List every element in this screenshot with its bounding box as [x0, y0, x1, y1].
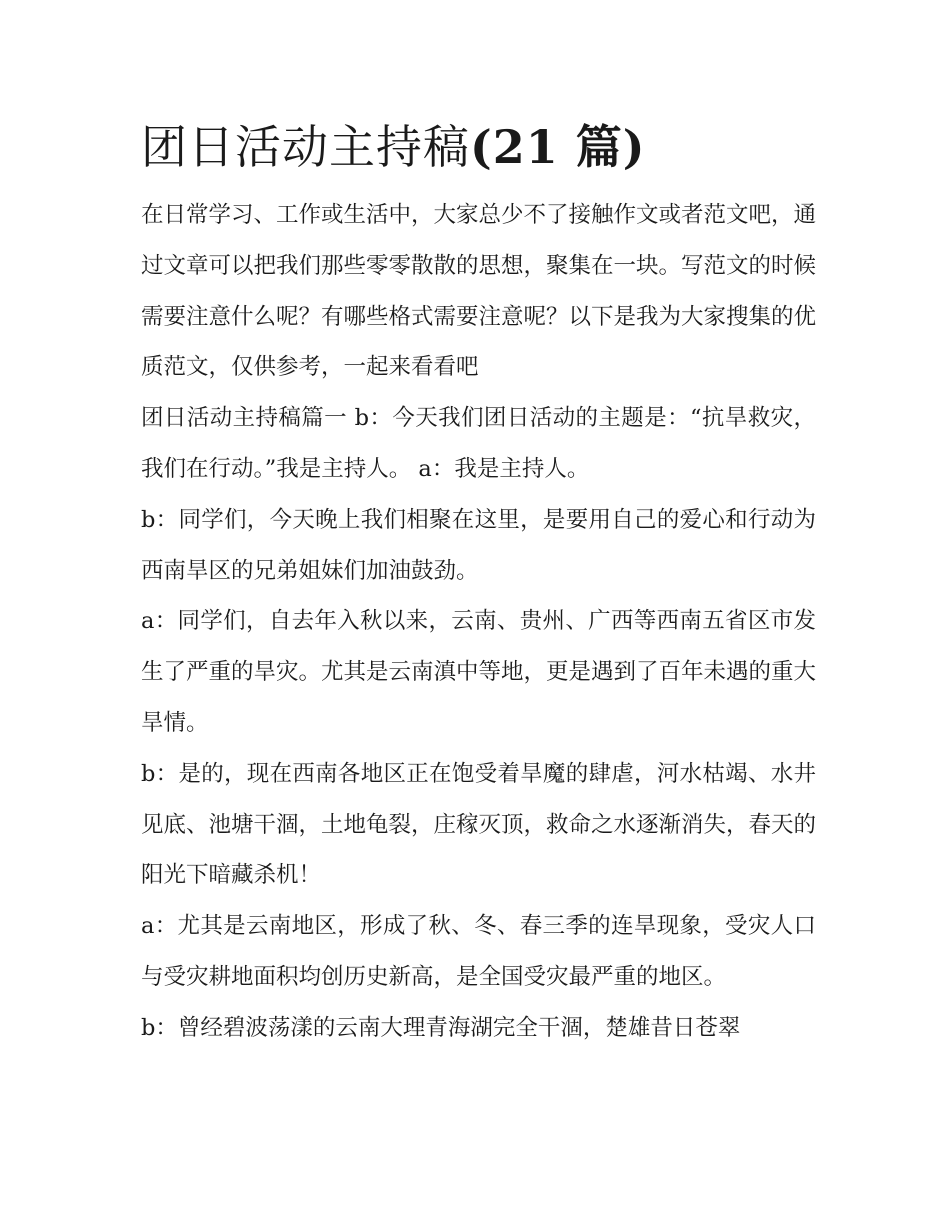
document-body [141, 118, 816, 1054]
paragraph-dialogue: b：同学们，今天晚上我们相聚在这里，是要用自己的爱心和行动为西南旱区的兄弟姐妹们加油鼓劲。 [141, 506, 816, 584]
paragraph-dialogue: b：是的，现在西南各地区正在饱受着旱魔的肆虐，河水枯竭、水井见底、池塘干涸，土地龟裂，庄稼灭顶，救命之水逐渐消失，春天的阳光下暗藏杀机！ [141, 760, 817, 889]
paragraph-dialogue: a：尤其是云南地区，形成了秋、冬、春三季的连旱现象，受灾人口与受灾耕地面积均创历史新高，是全国受灾最严重的地区。 [141, 913, 816, 990]
document-title [141, 118, 816, 176]
paragraph-dialogue: b：曾经碧波荡漾的云南大理青海湖完全干涸，楚雄昔日苍翠 [141, 1014, 741, 1041]
title-text: 团日活动主持稿 [141, 120, 470, 174]
paragraph-opening: 团日活动主持稿篇一 b：今天我们团日活动的主题是：“抗旱救灾，我们在行动。”我是主持人。 a：我是主持人。 [141, 405, 816, 482]
paragraph-intro: 在日常学习、工作或生活中，大家总少不了接触作文或者范文吧，通过文章可以把我们那些零零散散的思想，聚集在一块。写范文的时候需要注意什么呢？有哪些格式需要注意呢？以下是我为大家搜集的优质范文，仅供参考，一起来看看吧 [141, 202, 817, 381]
title-count: (21 篇) [470, 120, 646, 174]
paragraph-dialogue: a：同学们，自去年入秋以来，云南、贵州、广西等西南五省区市发生了严重的旱灾。尤其是云南滇中等地，更是遇到了百年未遇的重大旱情。 [141, 608, 817, 736]
